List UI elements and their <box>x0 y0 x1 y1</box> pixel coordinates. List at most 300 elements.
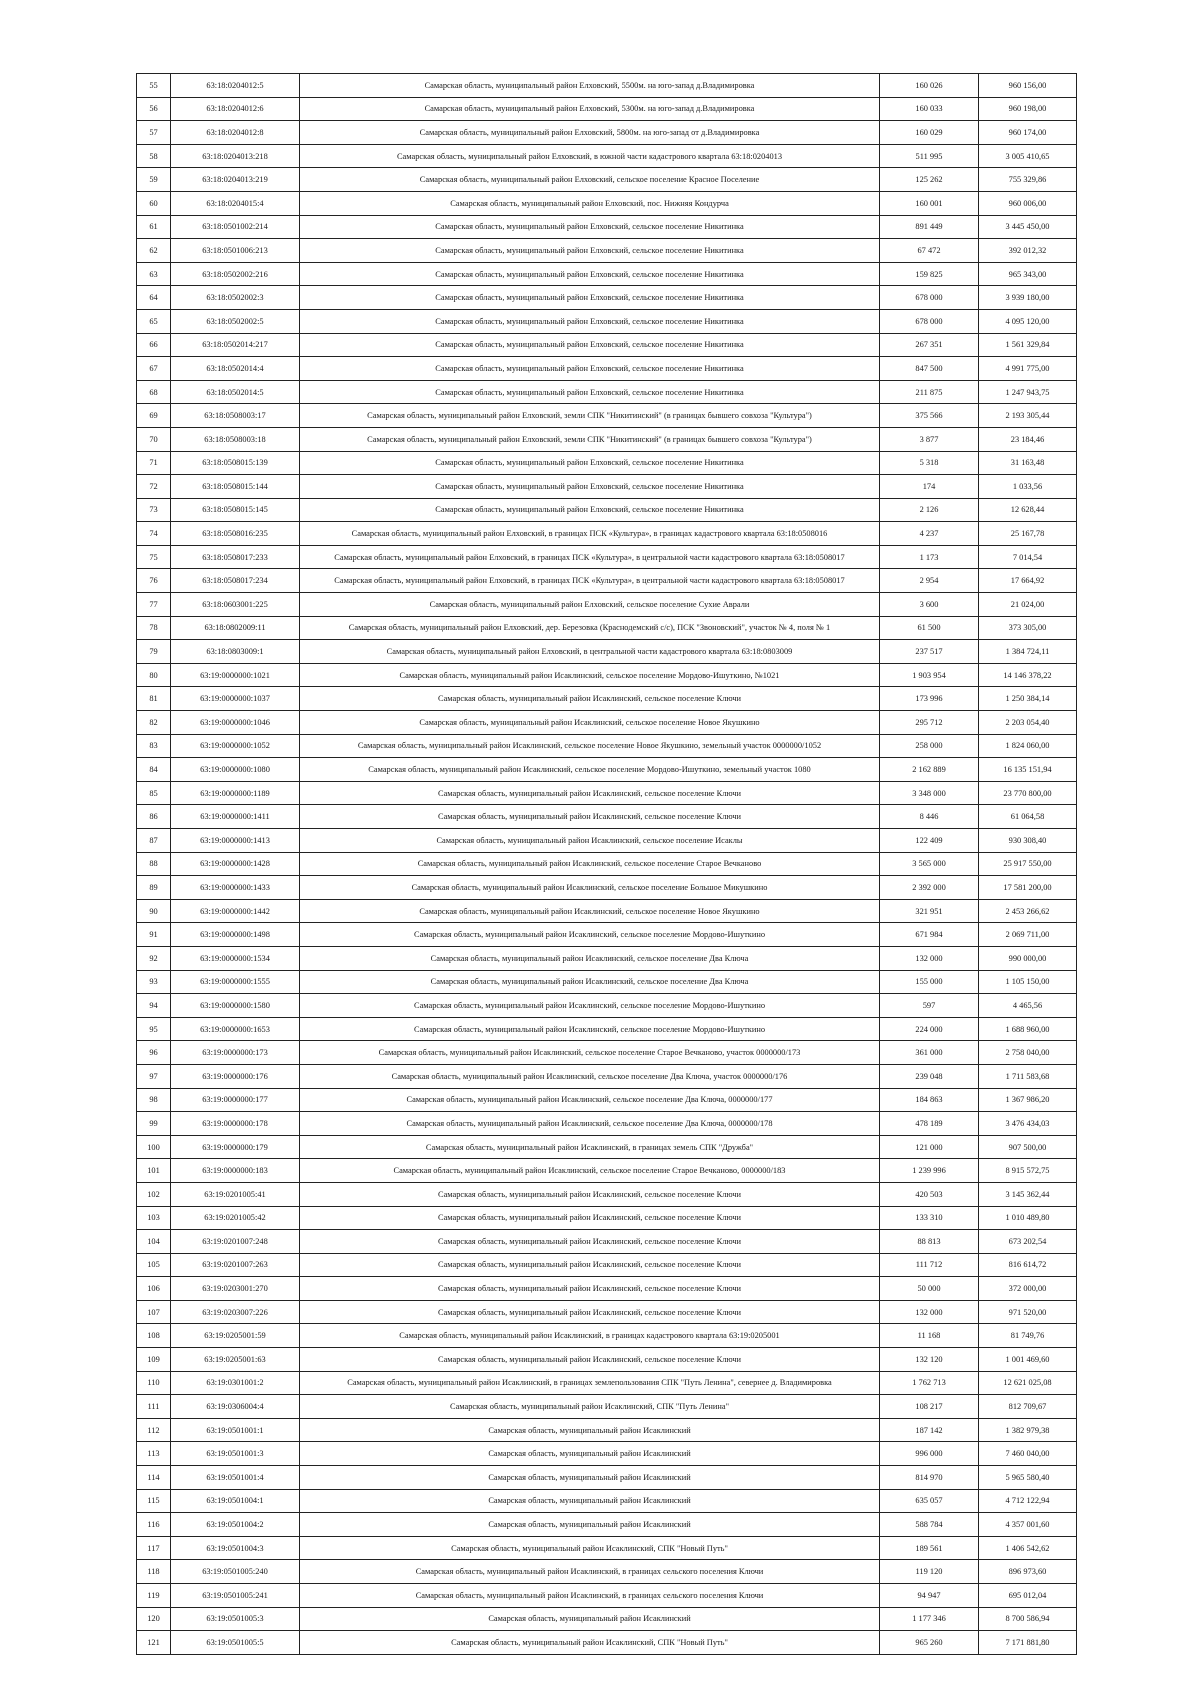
row-number-cell: 88 <box>137 852 171 876</box>
row-number-cell: 90 <box>137 899 171 923</box>
address-cell: Самарская область, муниципальный район Елховский, сельское поселение Красное Поселение <box>300 168 880 192</box>
cadastral-value-cell: 971 520,00 <box>979 1300 1077 1324</box>
row-number-cell: 105 <box>137 1253 171 1277</box>
address-cell: Самарская область, муниципальный район Исаклинский, сельское поселение Новое Якушкино <box>300 711 880 735</box>
cadastral-number-cell: 63:19:0501001:1 <box>171 1418 300 1442</box>
row-number-cell: 79 <box>137 640 171 664</box>
cadastral-number-cell: 63:18:0204013:219 <box>171 168 300 192</box>
cadastral-number-cell: 63:19:0205001:59 <box>171 1324 300 1348</box>
row-number-cell: 116 <box>137 1513 171 1537</box>
table-row <box>137 74 1077 98</box>
address-cell: Самарская область, муниципальный район Елховский, сельское поселение Никитинка <box>300 475 880 499</box>
address-cell: Самарская область, муниципальный район Исаклинский, сельское поселение Мордово-Ишуткино, земельный участок 1080 <box>300 758 880 782</box>
cadastral-value-cell: 1 367 986,20 <box>979 1088 1077 1112</box>
cadastral-number-cell: 63:19:0501004:3 <box>171 1536 300 1560</box>
cadastral-number-cell: 63:18:0502002:3 <box>171 286 300 310</box>
row-number-cell: 56 <box>137 97 171 121</box>
cadastral-number-cell: 63:18:0501002:214 <box>171 215 300 239</box>
table-row <box>137 168 1077 192</box>
table-row <box>137 191 1077 215</box>
area-cell: 211 875 <box>880 380 979 404</box>
address-cell: Самарская область, муниципальный район Елховский, в границах ПСК «Культура», в центральной части кадастрового квартала 63:18:0508017 <box>300 545 880 569</box>
address-cell: Самарская область, муниципальный район Елховский, сельское поселение Никитинка <box>300 498 880 522</box>
cadastral-value-cell: 81 749,76 <box>979 1324 1077 1348</box>
address-cell: Самарская область, муниципальный район Елховский, сельское поселение Никитинка <box>300 286 880 310</box>
area-cell: 267 351 <box>880 333 979 357</box>
cadastral-value-cell: 5 965 580,40 <box>979 1466 1077 1490</box>
cadastral-number-cell: 63:19:0501004:2 <box>171 1513 300 1537</box>
row-number-cell: 65 <box>137 309 171 333</box>
cadastral-value-cell: 8 700 586,94 <box>979 1607 1077 1631</box>
table-row <box>137 616 1077 640</box>
table-row <box>137 569 1077 593</box>
area-cell: 5 318 <box>880 451 979 475</box>
cadastral-value-cell: 4 465,56 <box>979 994 1077 1018</box>
row-number-cell: 84 <box>137 758 171 782</box>
table-row <box>137 805 1077 829</box>
cadastral-value-cell: 1 001 469,60 <box>979 1348 1077 1372</box>
area-cell: 132 000 <box>880 1300 979 1324</box>
row-number-cell: 107 <box>137 1300 171 1324</box>
cadastral-number-cell: 63:18:0508015:145 <box>171 498 300 522</box>
cadastral-value-cell: 4 712 122,94 <box>979 1489 1077 1513</box>
row-number-cell: 78 <box>137 616 171 640</box>
table-row <box>137 1324 1077 1348</box>
table-row <box>137 451 1077 475</box>
address-cell: Самарская область, муниципальный район Исаклинский, в границах земель СПК "Дружба" <box>300 1135 880 1159</box>
cadastral-number-cell: 63:19:0201007:263 <box>171 1253 300 1277</box>
table-row <box>137 333 1077 357</box>
table-row <box>137 899 1077 923</box>
area-cell: 160 001 <box>880 191 979 215</box>
cadastral-number-cell: 63:18:0502014:217 <box>171 333 300 357</box>
land-parcels-table <box>136 73 1077 1655</box>
cadastral-number-cell: 63:19:0501005:5 <box>171 1631 300 1655</box>
area-cell: 1 239 996 <box>880 1159 979 1183</box>
cadastral-number-cell: 63:18:0508003:17 <box>171 404 300 428</box>
table-row <box>137 1466 1077 1490</box>
table-row <box>137 1206 1077 1230</box>
cadastral-value-cell: 23 184,46 <box>979 427 1077 451</box>
address-cell: Самарская область, муниципальный район Елховский, 5500м. на юго-запад д.Владимировка <box>300 74 880 98</box>
address-cell: Самарская область, муниципальный район Елховский, сельское поселение Никитинка <box>300 262 880 286</box>
address-cell: Самарская область, муниципальный район Исаклинский, сельское поселение Ключи <box>300 1300 880 1324</box>
cadastral-value-cell: 1 406 542,62 <box>979 1536 1077 1560</box>
cadastral-number-cell: 63:19:0000000:178 <box>171 1112 300 1136</box>
table-row <box>137 970 1077 994</box>
row-number-cell: 94 <box>137 994 171 1018</box>
cadastral-value-cell: 7 014,54 <box>979 545 1077 569</box>
table-row <box>137 380 1077 404</box>
cadastral-value-cell: 17 664,92 <box>979 569 1077 593</box>
address-cell: Самарская область, муниципальный район Елховский, 5300м. на юго-запад д.Владимировка <box>300 97 880 121</box>
cadastral-value-cell: 930 308,40 <box>979 829 1077 853</box>
area-cell: 295 712 <box>880 711 979 735</box>
row-number-cell: 73 <box>137 498 171 522</box>
table-row <box>137 1560 1077 1584</box>
address-cell: Самарская область, муниципальный район Исаклинский, сельское поселение Ключи <box>300 1206 880 1230</box>
area-cell: 1 762 713 <box>880 1371 979 1395</box>
cadastral-number-cell: 63:18:0508017:234 <box>171 569 300 593</box>
address-cell: Самарская область, муниципальный район Исаклинский, сельское поселение Два Ключа, 0000000/178 <box>300 1112 880 1136</box>
table-row <box>137 640 1077 664</box>
row-number-cell: 86 <box>137 805 171 829</box>
address-cell: Самарская область, муниципальный район Исаклинский <box>300 1442 880 1466</box>
area-cell: 1 173 <box>880 545 979 569</box>
table-row <box>137 1159 1077 1183</box>
cadastral-number-cell: 63:18:0803009:1 <box>171 640 300 664</box>
address-cell: Самарская область, муниципальный район Елховский, сельское поселение Никитинка <box>300 357 880 381</box>
table-row <box>137 1513 1077 1537</box>
row-number-cell: 80 <box>137 663 171 687</box>
cadastral-value-cell: 1 105 150,00 <box>979 970 1077 994</box>
row-number-cell: 59 <box>137 168 171 192</box>
cadastral-number-cell: 63:18:0502002:5 <box>171 309 300 333</box>
row-number-cell: 108 <box>137 1324 171 1348</box>
table-row <box>137 97 1077 121</box>
address-cell: Самарская область, муниципальный район Исаклинский <box>300 1466 880 1490</box>
row-number-cell: 68 <box>137 380 171 404</box>
table-row <box>137 1088 1077 1112</box>
address-cell: Самарская область, муниципальный район Исаклинский, сельское поселение Два Ключа <box>300 946 880 970</box>
cadastral-number-cell: 63:19:0000000:1411 <box>171 805 300 829</box>
address-cell: Самарская область, муниципальный район Елховский, пос. Нижняя Кондурча <box>300 191 880 215</box>
table-row <box>137 1607 1077 1631</box>
area-cell: 597 <box>880 994 979 1018</box>
cadastral-number-cell: 63:18:0502002:216 <box>171 262 300 286</box>
row-number-cell: 101 <box>137 1159 171 1183</box>
cadastral-value-cell: 896 973,60 <box>979 1560 1077 1584</box>
address-cell: Самарская область, муниципальный район Исаклинский, СПК "Путь Ленина" <box>300 1395 880 1419</box>
row-number-cell: 106 <box>137 1277 171 1301</box>
cadastral-number-cell: 63:19:0000000:1189 <box>171 781 300 805</box>
row-number-cell: 120 <box>137 1607 171 1631</box>
row-number-cell: 67 <box>137 357 171 381</box>
cadastral-number-cell: 63:19:0000000:1580 <box>171 994 300 1018</box>
area-cell: 122 409 <box>880 829 979 853</box>
cadastral-number-cell: 63:19:0201005:42 <box>171 1206 300 1230</box>
area-cell: 3 600 <box>880 593 979 617</box>
cadastral-value-cell: 2 069 711,00 <box>979 923 1077 947</box>
table-row <box>137 734 1077 758</box>
cadastral-number-cell: 63:19:0306004:4 <box>171 1395 300 1419</box>
cadastral-value-cell: 2 193 305,44 <box>979 404 1077 428</box>
address-cell: Самарская область, муниципальный район Исаклинский, сельское поселение Старое Вечканово, участок 0000000/173 <box>300 1041 880 1065</box>
cadastral-number-cell: 63:18:0502014:4 <box>171 357 300 381</box>
area-cell: 965 260 <box>880 1631 979 1655</box>
cadastral-number-cell: 63:18:0204012:6 <box>171 97 300 121</box>
row-number-cell: 66 <box>137 333 171 357</box>
area-cell: 121 000 <box>880 1135 979 1159</box>
row-number-cell: 92 <box>137 946 171 970</box>
cadastral-value-cell: 2 453 266,62 <box>979 899 1077 923</box>
row-number-cell: 63 <box>137 262 171 286</box>
table-row <box>137 994 1077 1018</box>
cadastral-number-cell: 63:18:0508016:235 <box>171 522 300 546</box>
cadastral-value-cell: 907 500,00 <box>979 1135 1077 1159</box>
area-cell: 187 142 <box>880 1418 979 1442</box>
row-number-cell: 57 <box>137 121 171 145</box>
row-number-cell: 103 <box>137 1206 171 1230</box>
cadastral-number-cell: 63:19:0501005:240 <box>171 1560 300 1584</box>
table-body <box>137 74 1077 1655</box>
cadastral-number-cell: 63:18:0508003:18 <box>171 427 300 451</box>
table-row <box>137 1371 1077 1395</box>
table-row <box>137 1135 1077 1159</box>
cadastral-value-cell: 7 171 881,80 <box>979 1631 1077 1655</box>
table-row <box>137 663 1077 687</box>
row-number-cell: 96 <box>137 1041 171 1065</box>
cadastral-number-cell: 63:19:0000000:173 <box>171 1041 300 1065</box>
cadastral-value-cell: 17 581 200,00 <box>979 876 1077 900</box>
cadastral-number-cell: 63:19:0205001:63 <box>171 1348 300 1372</box>
area-cell: 2 392 000 <box>880 876 979 900</box>
cadastral-number-cell: 63:19:0501001:4 <box>171 1466 300 1490</box>
row-number-cell: 71 <box>137 451 171 475</box>
cadastral-value-cell: 816 614,72 <box>979 1253 1077 1277</box>
row-number-cell: 62 <box>137 239 171 263</box>
table-row <box>137 876 1077 900</box>
area-cell: 4 237 <box>880 522 979 546</box>
cadastral-value-cell: 1 561 329,84 <box>979 333 1077 357</box>
cadastral-number-cell: 63:19:0000000:1555 <box>171 970 300 994</box>
address-cell: Самарская область, муниципальный район Елховский, в границах ПСК «Культура», в центральной части кадастрового квартала 63:18:0508017 <box>300 569 880 593</box>
address-cell: Самарская область, муниципальный район Елховский, земли СПК "Никитинский" (в границах бывшего совхоза "Культура") <box>300 404 880 428</box>
cadastral-value-cell: 25 917 550,00 <box>979 852 1077 876</box>
address-cell: Самарская область, муниципальный район Исаклинский, сельское поселение Мордово-Ишуткино <box>300 1017 880 1041</box>
address-cell: Самарская область, муниципальный район Исаклинский <box>300 1607 880 1631</box>
cadastral-number-cell: 63:19:0000000:1413 <box>171 829 300 853</box>
cadastral-number-cell: 63:18:0501006:213 <box>171 239 300 263</box>
table-row <box>137 498 1077 522</box>
cadastral-value-cell: 12 628,44 <box>979 498 1077 522</box>
cadastral-value-cell: 1 250 384,14 <box>979 687 1077 711</box>
area-cell: 258 000 <box>880 734 979 758</box>
address-cell: Самарская область, муниципальный район Исаклинский, сельское поселение Большое Микушкино <box>300 876 880 900</box>
area-cell: 3 877 <box>880 427 979 451</box>
address-cell: Самарская область, муниципальный район Исаклинский, сельское поселение Два Ключа <box>300 970 880 994</box>
address-cell: Самарская область, муниципальный район Исаклинский, сельское поселение Новое Якушкино, земельный участок 0000000/1052 <box>300 734 880 758</box>
address-cell: Самарская область, муниципальный район Исаклинский <box>300 1489 880 1513</box>
area-cell: 678 000 <box>880 309 979 333</box>
cadastral-number-cell: 63:18:0502014:5 <box>171 380 300 404</box>
cadastral-value-cell: 61 064,58 <box>979 805 1077 829</box>
area-cell: 108 217 <box>880 1395 979 1419</box>
row-number-cell: 98 <box>137 1088 171 1112</box>
table-row <box>137 309 1077 333</box>
cadastral-number-cell: 63:19:0000000:1433 <box>171 876 300 900</box>
cadastral-value-cell: 31 163,48 <box>979 451 1077 475</box>
table-row <box>137 1112 1077 1136</box>
cadastral-value-cell: 2 203 054,40 <box>979 711 1077 735</box>
cadastral-value-cell: 1 824 060,00 <box>979 734 1077 758</box>
table-row <box>137 404 1077 428</box>
row-number-cell: 76 <box>137 569 171 593</box>
cadastral-value-cell: 1 688 960,00 <box>979 1017 1077 1041</box>
table-row <box>137 427 1077 451</box>
address-cell: Самарская область, муниципальный район Исаклинский, сельское поселение Старое Вечканово <box>300 852 880 876</box>
address-cell: Самарская область, муниципальный район Исаклинский, сельское поселение Ключи <box>300 781 880 805</box>
row-number-cell: 70 <box>137 427 171 451</box>
cadastral-number-cell: 63:19:0000000:179 <box>171 1135 300 1159</box>
address-cell: Самарская область, муниципальный район Елховский, в границах ПСК «Культура», в границах кадастрового квартала 63:18:0508016 <box>300 522 880 546</box>
table-row <box>137 1041 1077 1065</box>
address-cell: Самарская область, муниципальный район Елховский, в южной части кадастрового квартала 63:18:0204013 <box>300 144 880 168</box>
area-cell: 173 996 <box>880 687 979 711</box>
cadastral-number-cell: 63:18:0508015:139 <box>171 451 300 475</box>
table-row <box>137 923 1077 947</box>
address-cell: Самарская область, муниципальный район Исаклинский, в границах землепользования СПК "Путь Ленина", севернее д. Владимировка <box>300 1371 880 1395</box>
address-cell: Самарская область, муниципальный район Исаклинский, в границах кадастрового квартала 63:19:0205001 <box>300 1324 880 1348</box>
cadastral-number-cell: 63:18:0508017:233 <box>171 545 300 569</box>
table-row <box>137 1418 1077 1442</box>
cadastral-value-cell: 3 476 434,03 <box>979 1112 1077 1136</box>
table-row <box>137 475 1077 499</box>
row-number-cell: 82 <box>137 711 171 735</box>
row-number-cell: 115 <box>137 1489 171 1513</box>
area-cell: 119 120 <box>880 1560 979 1584</box>
table-row <box>137 121 1077 145</box>
area-cell: 67 472 <box>880 239 979 263</box>
cadastral-value-cell: 392 012,32 <box>979 239 1077 263</box>
cadastral-value-cell: 4 357 001,60 <box>979 1513 1077 1537</box>
row-number-cell: 119 <box>137 1584 171 1608</box>
address-cell: Самарская область, муниципальный район Елховский, 5800м. на юго-запад от д.Владимировка <box>300 121 880 145</box>
cadastral-value-cell: 1 010 489,80 <box>979 1206 1077 1230</box>
area-cell: 847 500 <box>880 357 979 381</box>
table-row <box>137 1182 1077 1206</box>
cadastral-value-cell: 23 770 800,00 <box>979 781 1077 805</box>
cadastral-value-cell: 673 202,54 <box>979 1230 1077 1254</box>
area-cell: 237 517 <box>880 640 979 664</box>
row-number-cell: 85 <box>137 781 171 805</box>
table-row <box>137 1064 1077 1088</box>
table-row <box>137 1584 1077 1608</box>
area-cell: 132 120 <box>880 1348 979 1372</box>
table-row <box>137 1253 1077 1277</box>
cadastral-value-cell: 7 460 040,00 <box>979 1442 1077 1466</box>
row-number-cell: 95 <box>137 1017 171 1041</box>
table-row <box>137 852 1077 876</box>
row-number-cell: 69 <box>137 404 171 428</box>
area-cell: 160 029 <box>880 121 979 145</box>
address-cell: Самарская область, муниципальный район Елховский, сельское поселение Никитинка <box>300 215 880 239</box>
area-cell: 1 177 346 <box>880 1607 979 1631</box>
address-cell: Самарская область, муниципальный район Исаклинский, сельское поселение Два Ключа, участок 0000000/176 <box>300 1064 880 1088</box>
cadastral-number-cell: 63:19:0301001:2 <box>171 1371 300 1395</box>
table-row <box>137 239 1077 263</box>
cadastral-number-cell: 63:18:0802009:11 <box>171 616 300 640</box>
cadastral-number-cell: 63:19:0203007:226 <box>171 1300 300 1324</box>
area-cell: 239 048 <box>880 1064 979 1088</box>
table-row <box>137 1230 1077 1254</box>
table-row <box>137 593 1077 617</box>
area-cell: 155 000 <box>880 970 979 994</box>
cadastral-value-cell: 1 033,56 <box>979 475 1077 499</box>
area-cell: 588 784 <box>880 1513 979 1537</box>
row-number-cell: 113 <box>137 1442 171 1466</box>
cadastral-number-cell: 63:18:0204013:218 <box>171 144 300 168</box>
cadastral-number-cell: 63:19:0000000:1046 <box>171 711 300 735</box>
table-row <box>137 1442 1077 1466</box>
row-number-cell: 117 <box>137 1536 171 1560</box>
cadastral-number-cell: 63:19:0000000:1021 <box>171 663 300 687</box>
address-cell: Самарская область, муниципальный район Исаклинский, сельское поселение Старое Вечканово, 0000000/183 <box>300 1159 880 1183</box>
cadastral-value-cell: 14 146 378,22 <box>979 663 1077 687</box>
cadastral-number-cell: 63:19:0000000:1428 <box>171 852 300 876</box>
row-number-cell: 91 <box>137 923 171 947</box>
cadastral-value-cell: 21 024,00 <box>979 593 1077 617</box>
row-number-cell: 61 <box>137 215 171 239</box>
area-cell: 375 566 <box>880 404 979 428</box>
row-number-cell: 58 <box>137 144 171 168</box>
area-cell: 2 954 <box>880 569 979 593</box>
address-cell: Самарская область, муниципальный район Исаклинский, сельское поселение Ключи <box>300 1277 880 1301</box>
address-cell: Самарская область, муниципальный район Исаклинский, сельское поселение Ключи <box>300 805 880 829</box>
cadastral-number-cell: 63:19:0000000:1442 <box>171 899 300 923</box>
cadastral-number-cell: 63:19:0000000:1534 <box>171 946 300 970</box>
area-cell: 420 503 <box>880 1182 979 1206</box>
row-number-cell: 75 <box>137 545 171 569</box>
row-number-cell: 72 <box>137 475 171 499</box>
table-row <box>137 1631 1077 1655</box>
area-cell: 891 449 <box>880 215 979 239</box>
cadastral-value-cell: 372 000,00 <box>979 1277 1077 1301</box>
address-cell: Самарская область, муниципальный район Исаклинский, сельское поселение Исаклы <box>300 829 880 853</box>
cadastral-value-cell: 3 939 180,00 <box>979 286 1077 310</box>
row-number-cell: 110 <box>137 1371 171 1395</box>
table-row <box>137 1536 1077 1560</box>
address-cell: Самарская область, муниципальный район Елховский, земли СПК "Никитинский" (в границах бывшего совхоза "Культура") <box>300 427 880 451</box>
address-cell: Самарская область, муниципальный район Исаклинский, сельское поселение Ключи <box>300 1253 880 1277</box>
cadastral-number-cell: 63:19:0000000:1498 <box>171 923 300 947</box>
row-number-cell: 121 <box>137 1631 171 1655</box>
cadastral-number-cell: 63:19:0201005:41 <box>171 1182 300 1206</box>
area-cell: 61 500 <box>880 616 979 640</box>
area-cell: 635 057 <box>880 1489 979 1513</box>
cadastral-number-cell: 63:19:0000000:177 <box>171 1088 300 1112</box>
address-cell: Самарская область, муниципальный район Исаклинский, СПК "Новый Путь" <box>300 1536 880 1560</box>
cadastral-number-cell: 63:19:0000000:1037 <box>171 687 300 711</box>
cadastral-value-cell: 1 382 979,38 <box>979 1418 1077 1442</box>
address-cell: Самарская область, муниципальный район Исаклинский, сельское поселение Мордово-Ишуткино, №1021 <box>300 663 880 687</box>
cadastral-value-cell: 1 711 583,68 <box>979 1064 1077 1088</box>
cadastral-value-cell: 960 198,00 <box>979 97 1077 121</box>
cadastral-value-cell: 755 329,86 <box>979 168 1077 192</box>
row-number-cell: 89 <box>137 876 171 900</box>
cadastral-value-cell: 373 305,00 <box>979 616 1077 640</box>
area-cell: 814 970 <box>880 1466 979 1490</box>
cadastral-number-cell: 63:19:0501004:1 <box>171 1489 300 1513</box>
area-cell: 50 000 <box>880 1277 979 1301</box>
cadastral-value-cell: 3 445 450,00 <box>979 215 1077 239</box>
area-cell: 321 951 <box>880 899 979 923</box>
row-number-cell: 55 <box>137 74 171 98</box>
cadastral-value-cell: 812 709,67 <box>979 1395 1077 1419</box>
cadastral-number-cell: 63:19:0000000:176 <box>171 1064 300 1088</box>
address-cell: Самарская область, муниципальный район Елховский, сельское поселение Никитинка <box>300 239 880 263</box>
table-row <box>137 781 1077 805</box>
cadastral-value-cell: 965 343,00 <box>979 262 1077 286</box>
cadastral-value-cell: 960 156,00 <box>979 74 1077 98</box>
table-row <box>137 1017 1077 1041</box>
address-cell: Самарская область, муниципальный район Исаклинский <box>300 1418 880 1442</box>
cadastral-value-cell: 16 135 151,94 <box>979 758 1077 782</box>
address-cell: Самарская область, муниципальный район Елховский, в центральной части кадастрового квартала 63:18:0803009 <box>300 640 880 664</box>
address-cell: Самарская область, муниципальный район Исаклинский, сельское поселение Ключи <box>300 1348 880 1372</box>
area-cell: 160 033 <box>880 97 979 121</box>
table-row <box>137 1300 1077 1324</box>
